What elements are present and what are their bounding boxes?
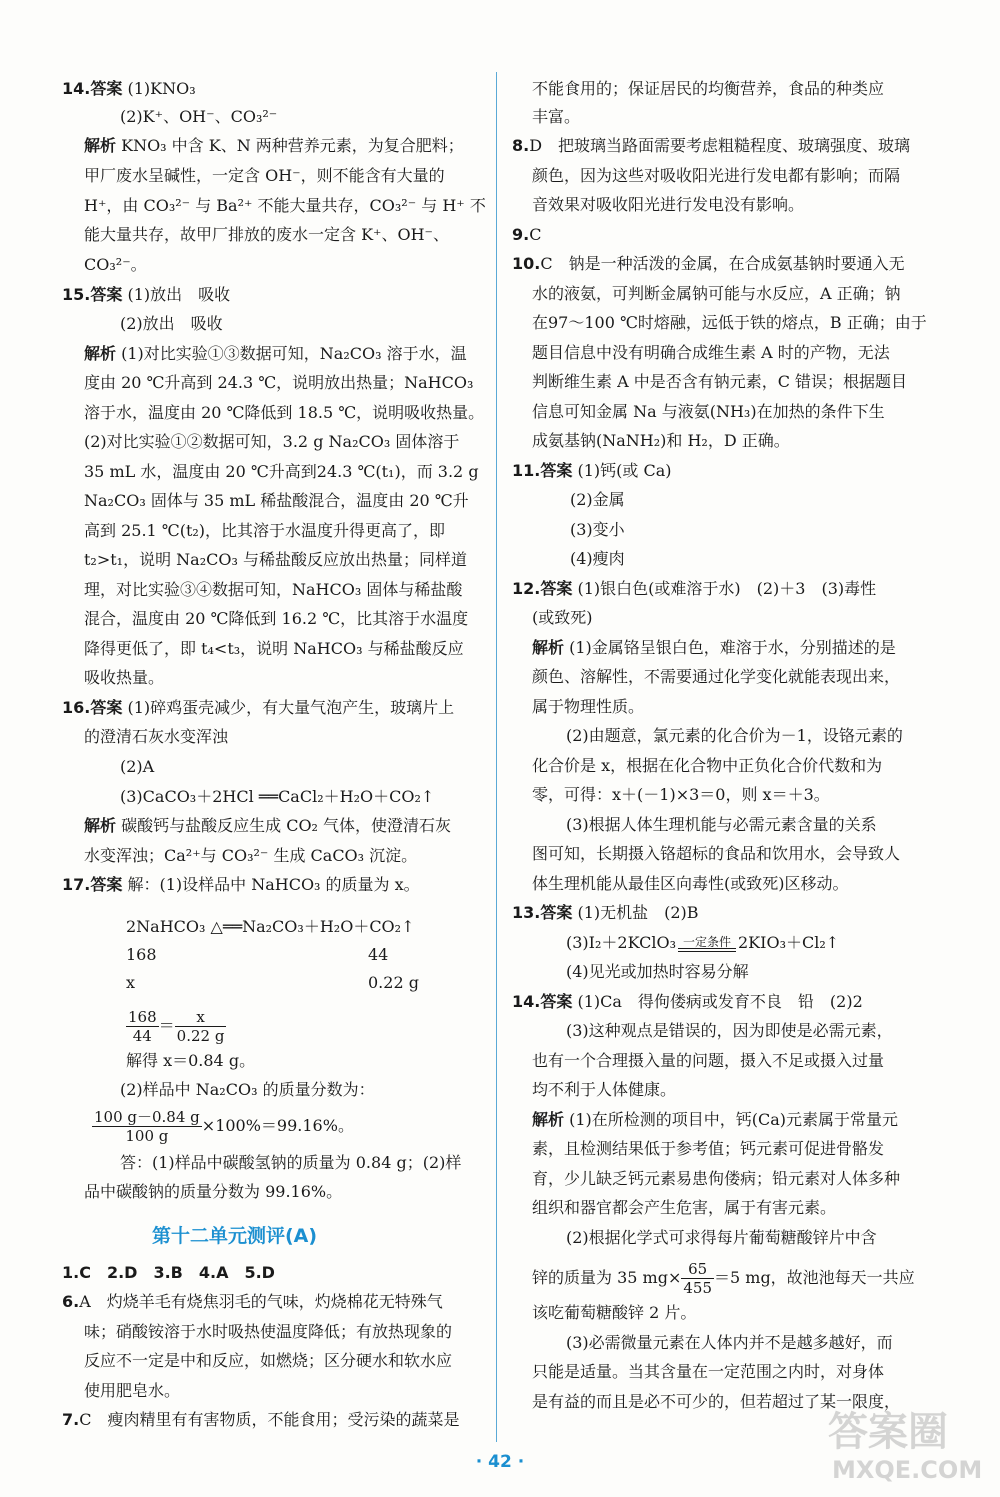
reaction-condition: 一定条件: [678, 936, 736, 952]
text-line: 能大量共存，故甲厂排放的废水一定含 K⁺、OH⁻、: [84, 225, 450, 244]
fraction: $\frac{100 g-0.84 g}{100 g}$: [94, 1108, 200, 1145]
text-line: 17.答案 解：(1)设样品中 NaHCO₃ 的质量为 x。: [62, 875, 420, 894]
text-line: (2)样品中 Na₂CO₃ 的质量分数为：: [120, 1080, 375, 1099]
text-line: (4)见光或加热时容易分解: [566, 962, 749, 981]
text-line: H⁺，由 CO₃²⁻ 与 Ba²⁺ 不能大量共存，CO₃²⁻ 与 H⁺ 不: [84, 196, 486, 215]
text-line: 降得更低了，即 t₄<t₃，说明 NaHCO₃ 与稀盐酸反应: [84, 639, 464, 658]
text-line: 反应不一定是中和反应，如燃烧；区分硬水和软水应: [84, 1351, 453, 1370]
text-line: 12.答案 (1)银白色(或难溶于水) (2)＋3 (3)毒性: [512, 579, 877, 598]
text-line: 14.答案 (1)Ca 得佝偻病或发育不良 铅 (2)2: [512, 992, 863, 1011]
text-line: 该吃葡萄糖酸锌 2 片。: [532, 1303, 697, 1322]
text-line: 是有益的而且是必不可少的，但若超过了某一限度，: [532, 1392, 901, 1411]
text-line: 解析 碳酸钙与盐酸反应生成 CO₂ 气体，使澄清石灰: [84, 816, 452, 835]
fraction-equation: 锌的质量为 35 mg× $\frac{65}{455}$ ＝5 mg，故池池每天一共应: [532, 1260, 915, 1297]
text-line: 也有一个合理摄入量的问题，摄入不足或摄入过量: [532, 1051, 885, 1070]
text-line: 度由 20 ℃升高到 24.3 ℃，说明放出热量；NaHCO₃: [84, 373, 474, 392]
text-line: 16.答案 (1)碎鸡蛋壳减少，有大量气泡产生，玻璃片上: [62, 698, 455, 717]
text-line: 8.D 把玻璃当路面需要考虑粗糙程度、玻璃强度、玻璃: [512, 136, 911, 155]
text-line: CO₃²⁻。: [84, 255, 147, 274]
text-line: 只能是适量。当其含量在一定范围之内时，对身体: [532, 1362, 885, 1381]
text-line: Na₂CO₃ 固体与 35 mL 稀盐酸混合，温度由 20 ℃升: [84, 491, 469, 510]
text-line: 的澄清石灰水变浑浊: [84, 727, 229, 746]
text-line: 育，少儿缺乏钙元素易患佝偻病；铅元素对人体多种: [532, 1169, 901, 1188]
text-line: (3)必需微量元素在人体内并不是越多越好，而: [566, 1333, 893, 1352]
text-line: (3)这种观点是错误的，因为即使是必需元素，: [566, 1021, 893, 1040]
watermark-logo: 答案圈 MXQE.COM: [828, 1409, 983, 1484]
text-line: 体生理机能从最佳区向毒性(或致死)区移动。: [532, 874, 849, 893]
text-line: 解析 (1)在所检测的项目中，钙(Ca)元素属于常量元: [532, 1110, 899, 1129]
text-line: 水变浑浊；Ca²⁺与 CO₃²⁻ 生成 CaCO₃ 沉淀。: [84, 846, 418, 865]
text-line: 判断维生素 A 中是否含有钠元素，C 错误；根据题目: [532, 372, 908, 391]
text-line: 混合，温度由 20 ℃降低到 16.2 ℃，比其溶于水温度: [84, 609, 469, 628]
text-line: 35 mL 水，温度由 20 ℃升高到24.3 ℃(t₁)，而 3.2 g: [84, 462, 479, 481]
column-divider: [496, 72, 497, 1442]
text-line: t₂>t₁，说明 Na₂CO₃ 与稀盐酸反应放出热量；同样道: [84, 550, 467, 569]
ratio-row: 0.22 g: [368, 973, 419, 992]
text-line: 信息可知金属 Na 与液氨(NH₃)在加热的条件下生: [532, 402, 885, 421]
text-line: (2)K⁺、OH⁻、CO₃²⁻: [120, 107, 278, 126]
text-line: (2)由题意，氯元素的化合价为－1，设铬元素的: [566, 726, 903, 745]
text-line: (3)根据人体生理机能与必需元素含量的关系: [566, 815, 877, 834]
text-line: (2)金属: [570, 490, 625, 509]
text-line: 丰富。: [532, 107, 581, 126]
fraction: $\frac{65}{455}$: [683, 1260, 712, 1297]
text-line: 属于物理性质。: [532, 697, 645, 716]
text-line: 成氨基钠(NaNH₂)和 H₂，D 正确。: [532, 431, 790, 450]
text-line: (2)A: [120, 757, 155, 776]
text-line: 解析 (1)金属铬呈银白色，难溶于水，分别描述的是: [532, 638, 896, 657]
equation-line: 2NaHCO₃ △══Na₂CO₃＋H₂O＋CO₂↑: [126, 917, 415, 936]
text-line: 6.A 灼烧羊毛有烧焦羽毛的气味，灼烧棉花无特殊气: [62, 1292, 443, 1311]
text-line: 化合价是 x，根据在化合物中正负化合价代数和为: [532, 756, 883, 775]
text-line: 7.C 瘦肉精里有有害物质，不能食用；受污染的蔬菜是: [62, 1410, 460, 1429]
text-line: (2)根据化学式可求得每片葡萄糖酸锌片中含: [566, 1228, 877, 1247]
text-line: 均不利于人体健康。: [532, 1080, 677, 1099]
text-line: 不能食用的；保证居民的均衡营养，食品的种类应: [532, 79, 885, 98]
text-line: (3)变小: [570, 520, 625, 539]
fraction-equation: $\frac{100 g-0.84 g}{100 g}$ ×100%＝99.16%。: [94, 1108, 354, 1145]
text-line: 零，可得：x＋(－1)×3＝0，则 x＝＋3。: [532, 785, 830, 804]
text-line: 图可知，长期摄入铬超标的食品和饮用水，会导致人: [532, 844, 901, 863]
ratio-row: 44: [368, 945, 389, 964]
text-line: 9.C: [512, 225, 542, 244]
text-line: 解得 x＝0.84 g。: [126, 1051, 256, 1070]
text-line: 溶于水，温度由 20 ℃降低到 18.5 ℃，说明吸收热量。: [84, 403, 485, 422]
text-line: 在97～100 ℃时熔融，远低于铁的熔点，B 正确；由于: [532, 313, 927, 332]
text-line: 品中碳酸钠的质量分数为 99.16%。: [84, 1182, 343, 1201]
text-line: 解析 KNO₃ 中含 K、N 两种营养元素，为复合肥料；: [84, 136, 464, 155]
text-line: 1.C 2.D 3.B 4.A 5.D: [62, 1263, 275, 1282]
text-line: 15.答案 (1)放出 吸收: [62, 285, 231, 304]
text-line: 13.答案 (1)无机盐 (2)B: [512, 903, 699, 922]
text-line: 11.答案 (1)钙(或 Ca): [512, 461, 672, 480]
text-line: 解析 (1)对比实验①③数据可知，Na₂CO₃ 溶于水，温: [84, 344, 467, 363]
fraction: $\frac{168}{44}$: [128, 1008, 157, 1045]
text-line: (4)瘦肉: [570, 549, 625, 568]
ratio-row: 168: [126, 945, 157, 964]
text-line: 颜色，因为这些对吸收阳光进行发电都有影响；而隔: [532, 166, 901, 185]
text-line: (2)对比实验①②数据可知，3.2 g Na₂CO₃ 固体溶于: [84, 432, 460, 451]
text-line: 14.答案 (1)KNO₃: [62, 79, 196, 98]
page-number: · 42 ·: [475, 1452, 525, 1472]
text-line: 高到 25.1 ℃(t₂)，比其溶于水温度升得更高了，即: [84, 521, 446, 540]
fraction-equation: $\frac{168}{44}$ ＝ $\frac{x}{0.22 g}$: [128, 1008, 225, 1045]
text-line: (3)CaCO₃＋2HCl ══CaCl₂＋H₂O＋CO₂↑: [120, 787, 435, 806]
text-line: 10.C 钠是一种活泼的金属，在合成氨基钠时要通入无: [512, 254, 905, 273]
text-line: 音效果对吸收阳光进行发电没有影响。: [532, 195, 805, 214]
text-line: 题目信息中没有明确合成维生素 A 时的产物，无法: [532, 343, 890, 362]
text-line: 水的液氨，可判断金属钠可能与水反应，A 正确；钠: [532, 284, 901, 303]
text-line: 组织和器官都会产生危害，属于有害元素。: [532, 1198, 837, 1217]
section-title: 第十二单元测评(A): [152, 1225, 318, 1247]
text-line: (2)放出 吸收: [120, 314, 223, 333]
text-line: 素，且检测结果低于参考值；钙元素可促进骨骼发: [532, 1139, 885, 1158]
text-line: 颜色、溶解性，不需要通过化学变化就能表现出来，: [532, 667, 901, 686]
text-line: 使用肥皂水。: [84, 1381, 181, 1400]
text-line: 味；硝酸铵溶于水时吸热使温度降低；有放热现象的: [84, 1322, 453, 1341]
fraction: $\frac{x}{0.22 g}$: [176, 1008, 225, 1045]
ratio-row: x: [126, 973, 136, 992]
text-line: 吸收热量。: [84, 668, 165, 687]
equation-line: (3)I₂＋2KClO₃ 一定条件 2KIO₃＋Cl₂↑: [566, 933, 840, 952]
text-line: 甲厂废水呈碱性，一定含 OH⁻，则不能含有大量的: [84, 166, 445, 185]
text-line: 理，对比实验③④数据可知，NaHCO₃ 固体与稀盐酸: [84, 580, 463, 599]
text-line: 答：(1)样品中碳酸氢钠的质量为 0.84 g；(2)样: [120, 1153, 462, 1172]
text-line: (或致死): [532, 608, 593, 627]
